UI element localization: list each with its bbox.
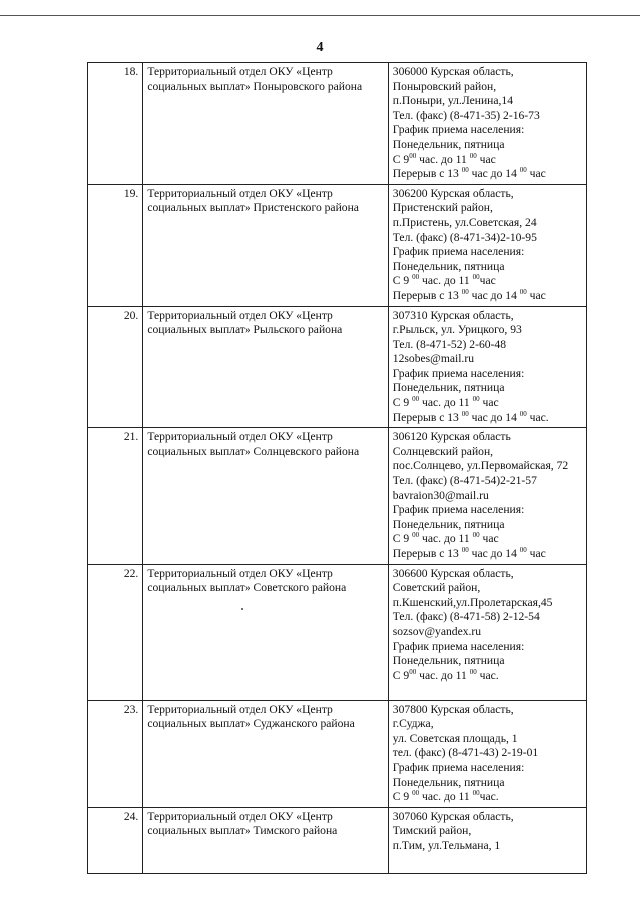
row-number: 19. xyxy=(88,184,143,306)
schedule-hours-from-label: С 9 xyxy=(392,532,413,546)
schedule-title: График приема населения: xyxy=(392,503,525,517)
schedule-break xyxy=(393,167,582,182)
schedule-hours-from-sup: 00 xyxy=(412,395,420,404)
schedule-hours-from-sup: 00 xyxy=(412,531,420,540)
address-line: п.Поныри, ул.Ленина,14 xyxy=(392,94,514,108)
schedule-break-mid: час до 14 xyxy=(468,547,520,560)
address-line: п.Пристень, ул.Советская, 24 xyxy=(392,215,537,229)
row-number: 20. xyxy=(88,306,143,428)
office-contacts xyxy=(388,807,586,873)
address-line: пос.Солнцево, ул.Первомайская, 72 xyxy=(392,459,569,473)
schedule-hours-to-sup: 00 xyxy=(472,531,480,540)
email-line: 12sobes@mail.ru xyxy=(392,352,474,366)
row-number: 23. xyxy=(88,700,143,807)
schedule-hours-mid: час. до 11 xyxy=(419,274,473,288)
schedule-break-to-sup: 00 xyxy=(519,166,527,175)
address-line: 307310 Курская область, xyxy=(392,308,514,322)
phone-line: Тел. (факс) (8-471-35) 2-16-73 xyxy=(392,108,540,122)
schedule-break xyxy=(393,411,582,426)
address-line: 306200 Курская область, xyxy=(392,186,514,200)
schedule-break-tail: час xyxy=(526,288,546,302)
scan-speck xyxy=(241,608,243,610)
schedule-break xyxy=(393,289,582,304)
schedule-hours-from-label: С 9 xyxy=(392,668,410,682)
schedule-hours-from-sup: 00 xyxy=(412,273,420,282)
schedule-title: График приема населения: xyxy=(392,760,525,774)
office-name: Территориальный отдел ОКУ «Центр социальных выплат» Советского района xyxy=(143,564,388,700)
schedule-hours-from-sup: 00 xyxy=(409,151,417,160)
office-contacts xyxy=(388,184,586,306)
phone-line: Тел. (8-471-52) 2-60-48 xyxy=(392,337,506,351)
email-line: bavraion30@mail.ru xyxy=(392,488,489,502)
schedule-hours-to-sup: 00 xyxy=(469,151,477,160)
page-number: 4 xyxy=(316,40,324,55)
schedule-hours-from-label: С 9 xyxy=(392,790,413,804)
address-line: 307060 Курская область, xyxy=(392,809,514,823)
row-number: 21. xyxy=(88,428,143,564)
office-row xyxy=(88,564,587,700)
schedule-title: График приема населения: xyxy=(392,366,525,380)
schedule-title: График приема населения: xyxy=(392,245,525,259)
schedule-break-to-sup: 00 xyxy=(519,546,527,554)
office-row xyxy=(88,428,587,564)
schedule-hours-to-sup: 00 xyxy=(472,789,480,798)
schedule-break-from-sup: 00 xyxy=(461,546,469,554)
schedule-break-to-sup: 00 xyxy=(519,287,527,296)
row-number: 24. xyxy=(88,807,143,873)
schedule-hours-from-sup: 00 xyxy=(412,789,420,798)
address-line: Пристенский район, xyxy=(392,201,493,215)
schedule-hours-tail: час xyxy=(479,396,499,410)
schedule-break xyxy=(393,547,582,562)
office-name: Территориальный отдел ОКУ «Центр социальных выплат» Суджанского района xyxy=(143,700,388,807)
schedule-break-mid: час до 14 xyxy=(468,410,520,424)
schedule-break-from-sup: 00 xyxy=(461,287,469,296)
top-rule xyxy=(0,15,640,16)
office-contacts xyxy=(388,63,586,185)
schedule-hours xyxy=(393,153,582,168)
schedule-hours-from-sup: 00 xyxy=(409,667,417,676)
schedule-break-label: Перерыв с 13 xyxy=(392,547,462,560)
office-row xyxy=(88,700,587,807)
schedule-hours xyxy=(393,274,582,289)
schedule-days: Понедельник, пятница xyxy=(392,259,505,273)
schedule-hours-tail: час xyxy=(476,152,496,166)
schedule-hours-to-sup: 00 xyxy=(472,395,480,404)
address-line: 306120 Курская область xyxy=(392,430,511,444)
schedule-hours-from-label: С 9 xyxy=(392,396,413,410)
phone-line: Тел. (факс) (8-471-58) 2-12-54 xyxy=(392,610,540,624)
schedule-break-mid: час до 14 xyxy=(468,167,520,181)
address-line: 307800 Курская область, xyxy=(392,702,514,716)
schedule-break-tail: час xyxy=(526,547,546,560)
schedule-break-label: Перерыв с 13 xyxy=(392,410,462,424)
schedule-hours-from-label: С 9 xyxy=(392,274,413,288)
office-name: Территориальный отдел ОКУ «Центр социальных выплат» Тимского района xyxy=(143,807,388,873)
office-name: Территориальный отдел ОКУ «Центр социальных выплат» Пристенского района xyxy=(143,184,388,306)
schedule-days: Понедельник, пятница xyxy=(392,775,505,789)
schedule-hours-to-sup: 00 xyxy=(469,667,477,676)
schedule-hours xyxy=(393,790,582,805)
schedule-hours-to-sup: 00 xyxy=(472,273,480,282)
phone-line: Тел. (факс) (8-471-54)2-21-57 xyxy=(392,474,537,488)
offices-table xyxy=(87,62,587,874)
schedule-break-label: Перерыв с 13 xyxy=(392,288,462,302)
address-line: Поныровский район, xyxy=(392,79,497,93)
schedule-hours-from-label: С 9 xyxy=(392,152,410,166)
office-contacts xyxy=(388,306,586,428)
schedule-hours xyxy=(393,669,582,684)
address-line: 306000 Курская область, xyxy=(392,65,514,78)
schedule-break-mid: час до 14 xyxy=(468,288,520,302)
address-line: п.Кшенский,ул.Пролетарская,45 xyxy=(392,595,553,609)
address-line: ул. Советская площадь, 1 xyxy=(392,731,518,745)
address-line: 306600 Курская область, xyxy=(392,566,514,580)
phone-line: тел. (факс) (8-471-43) 2-19-01 xyxy=(392,746,539,760)
schedule-hours-tail: час xyxy=(479,532,499,546)
offices-table-body xyxy=(88,63,587,874)
schedule-hours-mid: час. до 11 xyxy=(419,790,473,804)
address-line: Солнцевский район, xyxy=(392,444,494,458)
schedule-title: График приема населения: xyxy=(392,639,525,653)
schedule-days: Понедельник, пятница xyxy=(392,381,505,395)
office-contacts xyxy=(388,700,586,807)
schedule-title: График приема населения: xyxy=(392,123,525,137)
schedule-break-tail: час xyxy=(526,167,546,181)
schedule-break-tail: час. xyxy=(526,410,549,424)
schedule-break-from-sup: 00 xyxy=(461,409,469,418)
office-name: Территориальный отдел ОКУ «Центр социальных выплат» Рыльского района xyxy=(143,306,388,428)
schedule-days: Понедельник, пятница xyxy=(392,517,505,531)
schedule-hours-mid: час. до 11 xyxy=(419,532,473,546)
row-number: 22. xyxy=(88,564,143,700)
office-contacts xyxy=(388,428,586,564)
schedule-hours-mid: час. до 11 xyxy=(416,152,470,166)
schedule-hours-tail: час xyxy=(479,274,496,288)
office-row xyxy=(88,306,587,428)
address-line: г.Суджа, xyxy=(392,717,434,731)
schedule-hours xyxy=(393,532,582,547)
schedule-hours-tail: час. xyxy=(476,668,499,682)
schedule-days: Понедельник, пятница xyxy=(392,137,505,151)
office-row xyxy=(88,184,587,306)
address-line: г.Рыльск, ул. Урицкого, 93 xyxy=(392,323,522,337)
schedule-break-to-sup: 00 xyxy=(519,409,527,418)
address-line: Советский район, xyxy=(392,581,481,595)
schedule-hours-tail: час. xyxy=(479,790,499,804)
schedule-hours-mid: час. до 11 xyxy=(416,668,470,682)
office-name: Территориальный отдел ОКУ «Центр социальных выплат» Поныровского района xyxy=(143,63,388,185)
email-line: sozsov@yandex.ru xyxy=(392,624,482,638)
office-contacts xyxy=(388,564,586,700)
office-row xyxy=(88,63,587,185)
office-name: Территориальный отдел ОКУ «Центр социальных выплат» Солнцевского района xyxy=(143,428,388,564)
office-row xyxy=(88,807,587,873)
schedule-days: Понедельник, пятница xyxy=(392,654,505,668)
schedule-break-from-sup: 00 xyxy=(461,166,469,175)
address-line: п.Тим, ул.Тельмана, 1 xyxy=(392,838,501,852)
row-number: 18. xyxy=(88,63,143,185)
phone-line: Тел. (факс) (8-471-34)2-10-95 xyxy=(392,230,537,244)
schedule-hours xyxy=(393,396,582,411)
address-line: Тимский район, xyxy=(392,824,472,838)
schedule-break-label: Перерыв с 13 xyxy=(392,167,462,181)
schedule-hours-mid: час. до 11 xyxy=(419,396,473,410)
